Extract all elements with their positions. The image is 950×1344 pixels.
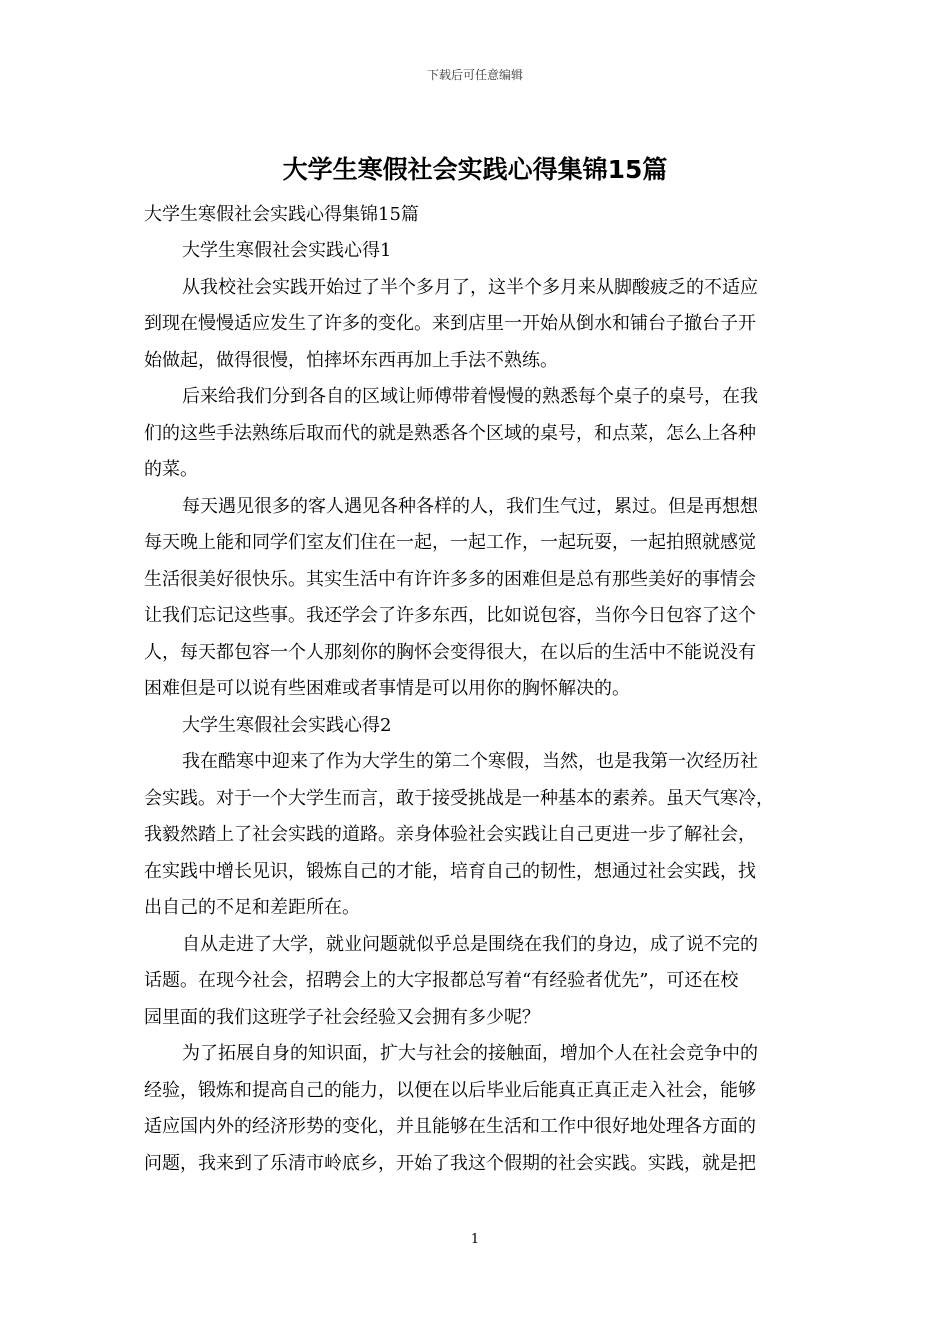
paragraph-line: 问题，我来到了乐清市岭底乡，开始了我这个假期的社会实践。实践，就是把 — [144, 1152, 756, 1174]
paragraph-line: 后来给我们分到各自的区域让师傅带着慢慢的熟悉每个桌子的桌号，在我 — [182, 386, 758, 407]
paragraph-line: 每天晚上能和同学们室友们住在一起，一起工作，一起玩耍，一起拍照就感觉 — [144, 532, 756, 553]
paragraph-3 — [144, 489, 808, 708]
section-heading-1: 大学生寒假社会实践心得1 — [182, 240, 392, 261]
paragraph-line: 为了拓展自身的知识面，扩大与社会的接触面，增加个人在社会竞争中的 — [182, 1043, 758, 1064]
paragraph-6 — [144, 1036, 808, 1182]
paragraph-line: 始做起，做得很慢，怕摔坏东西再加上手法不熟练。 — [144, 349, 558, 371]
paragraph-line: 人，每天都包容一个人那刻你的胸怀会变得很大，在以后的生活中不能说没有 — [144, 641, 756, 663]
paragraph-line: 到现在慢慢适应发生了许多的变化。来到店里一开始从倒水和铺台子撤台子开 — [144, 313, 756, 334]
paragraph-1 — [144, 270, 808, 380]
paragraph-line: 困难但是可以说有些困难或者事情是可以用你的胸怀解决的。 — [144, 678, 630, 699]
paragraph-line: 自从走进了大学，就业问题就似乎总是围绕在我们的身边，成了说不完的 — [182, 933, 758, 955]
page-header: 下载后可任意编辑 — [426, 68, 523, 82]
paragraph-2 — [144, 379, 808, 489]
paragraph-4 — [144, 744, 808, 927]
document-subtitle: 大学生寒假社会实践心得集锦15篇 — [144, 204, 419, 225]
paragraph-line: 适应国内外的经济形势的变化，并且能够在生活和工作中很好地处理各方面的 — [144, 1116, 756, 1137]
paragraph-line: 出自己的不足和差距所在。 — [144, 897, 360, 918]
paragraph-5 — [144, 927, 808, 1037]
paragraph-line: 让我们忘记这些事。我还学会了许多东西，比如说包容，当你今日包容了这个 — [144, 605, 756, 626]
paragraph-line: 的菜。 — [144, 459, 198, 480]
paragraph-line: 在实践中增长见识，锻炼自己的才能，培育自己的韧性，想通过社会实践，找 — [144, 860, 756, 882]
paragraph-line: 园里面的我们这班学子社会经验又会拥有多少呢？ — [144, 1006, 540, 1028]
paragraph-line: 经验，锻炼和提高自己的能力，以便在以后毕业后能真正真正走入社会，能够 — [144, 1079, 756, 1101]
paragraph-line: 我在酷寒中迎来了作为大学生的第二个寒假，当然，也是我第一次经历社 — [182, 751, 758, 772]
paragraph-line: 我毅然踏上了社会实践的道路。亲身体验社会实践让自己更进一步了解社会， — [144, 824, 756, 845]
paragraph-line: 每天遇见很多的客人遇见各种各样的人，我们生气过，累过。但是再想想 — [182, 495, 758, 517]
paragraph-line: 们的这些手法熟练后取而代的就是熟悉各个区域的桌号，和点菜，怎么上各种 — [144, 422, 756, 444]
paragraph-line: 话题。在现今社会，招聘会上的大字报都总写着“有经验者优先”，可还在校 — [144, 970, 739, 991]
paragraph-line: 会实践。对于一个大学生而言，敢于接受挑战是一种基本的素养。虽天气寒冷， — [144, 787, 774, 809]
paragraph-line: 从我校社会实践开始过了半个多月了，这半个多月来从脚酸疲乏的不适应 — [182, 276, 758, 298]
document-body — [144, 197, 808, 1182]
document-title: 大学生寒假社会实践心得集锦15篇 — [282, 155, 668, 184]
section-heading-2: 大学生寒假社会实践心得2 — [182, 714, 392, 736]
paragraph-line: 生活很美好很快乐。其实生活中有许许多多的困难但是总有那些美好的事情会 — [144, 568, 756, 590]
page-number: 1 — [470, 1232, 480, 1247]
